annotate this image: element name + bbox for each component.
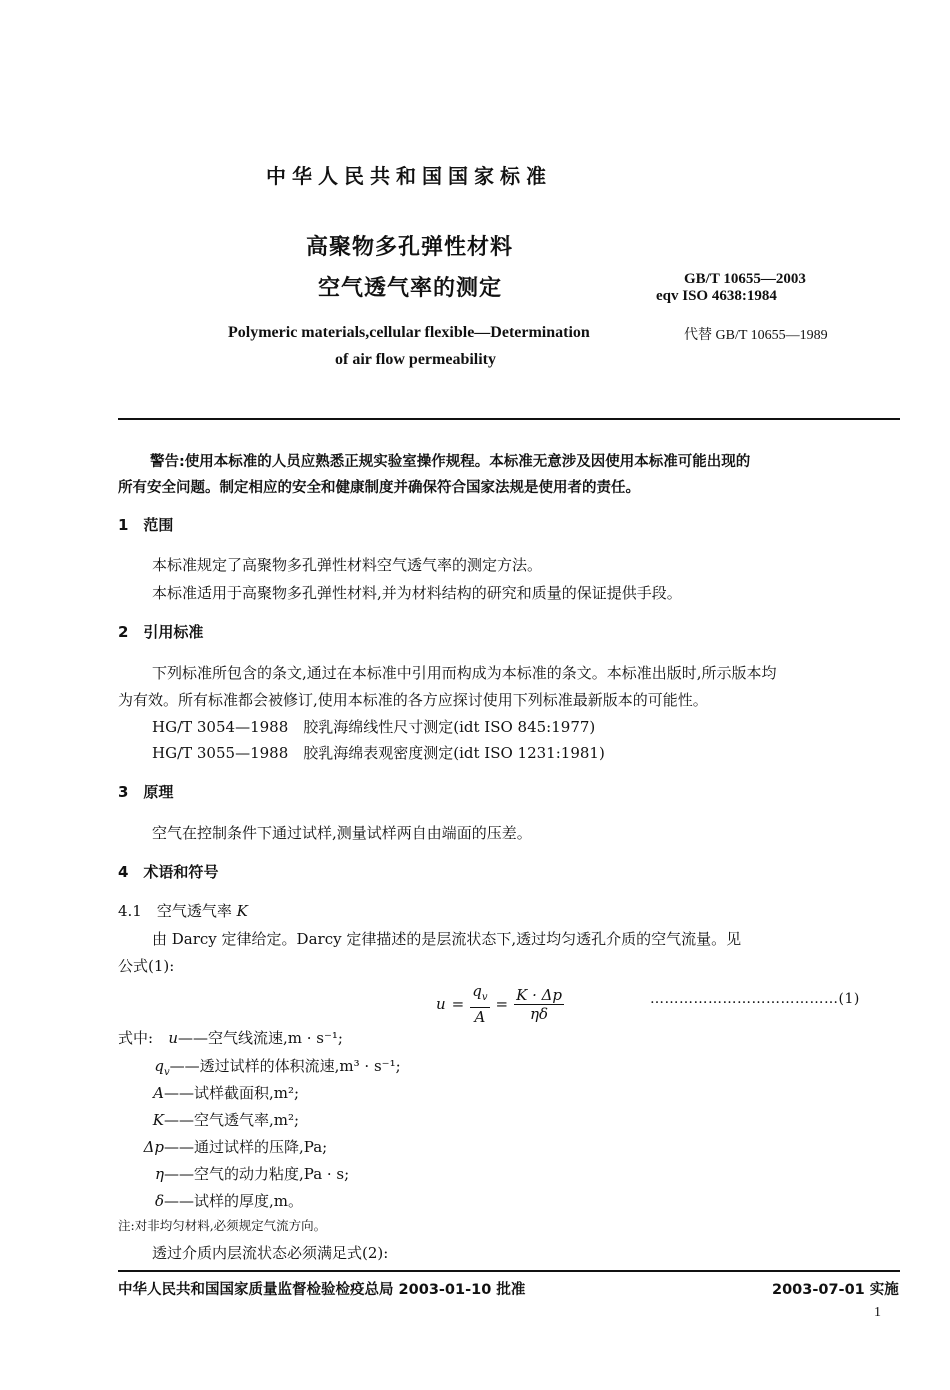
standard-code: GB/T 10655—2003: [684, 271, 806, 287]
normative-reference-2: HG/T 3055—1988 胶乳海绵表观密度测定(idt ISO 1231:1981): [152, 744, 605, 762]
formula-fraction-2: [514, 986, 564, 1023]
symbol-description: ——空气线流速,m · s⁻¹;: [178, 1029, 343, 1047]
section-2-paragraph-line2: 为有效。所有标准都会被修订,使用本标准的各方应探讨使用下列标准最新版本的可能性。: [118, 691, 708, 709]
section-2-paragraph-line1: 下列标准所包含的条文,通过在本标准中引用而构成为本标准的条文。本标准出版时,所示版本均: [152, 664, 777, 682]
symbol-definition: [72, 1109, 299, 1130]
section-1-paragraph-2: 本标准适用于高聚物多孔弹性材料,并为材料结构的研究和质量的保证提供手段。: [152, 584, 682, 602]
symbol: η: [155, 1165, 164, 1183]
section-1-heading: 1 范围: [118, 516, 174, 534]
note: 注:对非均匀材料,必须规定气流方向。: [118, 1218, 327, 1233]
effective-date: 2003-07-01 实施: [772, 1282, 899, 1298]
symbol-definition: [72, 1082, 299, 1103]
section-2-heading: 2 引用标准: [118, 623, 204, 641]
symbol-description: ——空气的动力粘度,Pa · s;: [164, 1165, 350, 1183]
section-4-1-paragraph-line1: 由 Darcy 定律给定。Darcy 定律描述的是层流状态下,透过均匀透孔介质的空气流量。见: [152, 930, 742, 948]
footer-divider: [118, 1270, 900, 1272]
warning-line1: 警告:使用本标准的人员应熟悉正规实验室操作规程。本标准无意涉及因使用本标准可能出现的: [150, 454, 751, 470]
symbol: A: [153, 1084, 164, 1102]
section-4-1-heading: [118, 900, 248, 921]
page-number: 1: [874, 1305, 881, 1320]
symbol-definition: [72, 1163, 349, 1184]
section-3-paragraph: 空气在控制条件下通过试样,测量试样两自由端面的压差。: [152, 824, 532, 842]
fraction-2-denominator: ηδ: [530, 1004, 549, 1023]
section-1-paragraph-1: 本标准规定了高聚物多孔弹性材料空气透气率的测定方法。: [152, 556, 543, 574]
document-title-line1: 高聚物多孔弹性材料: [306, 235, 514, 260]
section-4-1-symbol: K: [236, 902, 248, 920]
national-standard-title: 中华人民共和国国家标准: [266, 164, 552, 188]
replaces-standard: 代替 GB/T 10655—1989: [684, 328, 828, 343]
equivalent-standard: eqv ISO 4638:1984: [656, 288, 777, 304]
english-title-line1: Polymeric materials,cellular flexible—Determination: [228, 324, 590, 341]
formula-1: [436, 982, 564, 1026]
symbol-definition: [72, 1055, 401, 1078]
where-intro: 式中:: [118, 1029, 154, 1047]
section-4-heading: 4 术语和符号: [118, 863, 219, 881]
section-4-1-paragraph-line2: 公式(1):: [118, 957, 175, 975]
symbol-definition: [116, 1027, 343, 1048]
symbol: δ: [154, 1192, 164, 1210]
symbol-subscript: v: [164, 1067, 170, 1078]
approval-issuer: 中华人民共和国国家质量监督检验检疫总局 2003-01-10 批准: [118, 1282, 526, 1298]
normative-reference-1: HG/T 3054—1988 胶乳海绵线性尺寸测定(idt ISO 845:1977): [152, 718, 596, 736]
symbol-description: ——空气透气率,m²;: [164, 1111, 300, 1129]
formula-lhs: u: [436, 995, 446, 1013]
formula-fraction-1: [470, 982, 489, 1026]
fraction-2-numerator: K · Δp: [516, 985, 563, 1004]
fraction-1-denominator: A: [474, 1008, 486, 1026]
formula-equals-2: =: [495, 995, 509, 1013]
laminar-flow-condition: 透过介质内层流状态必须满足式(2):: [152, 1244, 389, 1262]
document-title-line2: 空气透气率的测定: [318, 276, 503, 301]
section-4-1-title: 4.1 空气透气率: [118, 902, 232, 920]
symbol-definition: [72, 1190, 303, 1211]
symbol: q: [154, 1057, 164, 1075]
symbol-description: ——试样的厚度,m。: [164, 1192, 303, 1210]
formula-equals-1: =: [451, 995, 465, 1013]
english-title-line2: of air flow permeability: [335, 351, 497, 368]
symbol-description: ——试样截面积,m²;: [164, 1084, 300, 1102]
symbol-description: ——通过试样的压降,Pa;: [164, 1138, 328, 1156]
symbol: K: [152, 1111, 164, 1129]
symbol-definition: [72, 1136, 327, 1157]
header-divider: [118, 418, 900, 420]
symbol-description: ——透过试样的体积流速,m³ · s⁻¹;: [169, 1057, 401, 1075]
symbol: Δp: [143, 1138, 164, 1156]
symbol: u: [168, 1029, 178, 1047]
fraction-1-numerator: $q_v$: [470, 982, 489, 1008]
formula-1-number: …………………………………(1): [650, 991, 860, 1007]
warning-line2: 所有安全问题。制定相应的安全和健康制度并确保符合国家法规是使用者的责任。: [118, 480, 640, 496]
section-3-heading: 3 原理: [118, 783, 174, 801]
